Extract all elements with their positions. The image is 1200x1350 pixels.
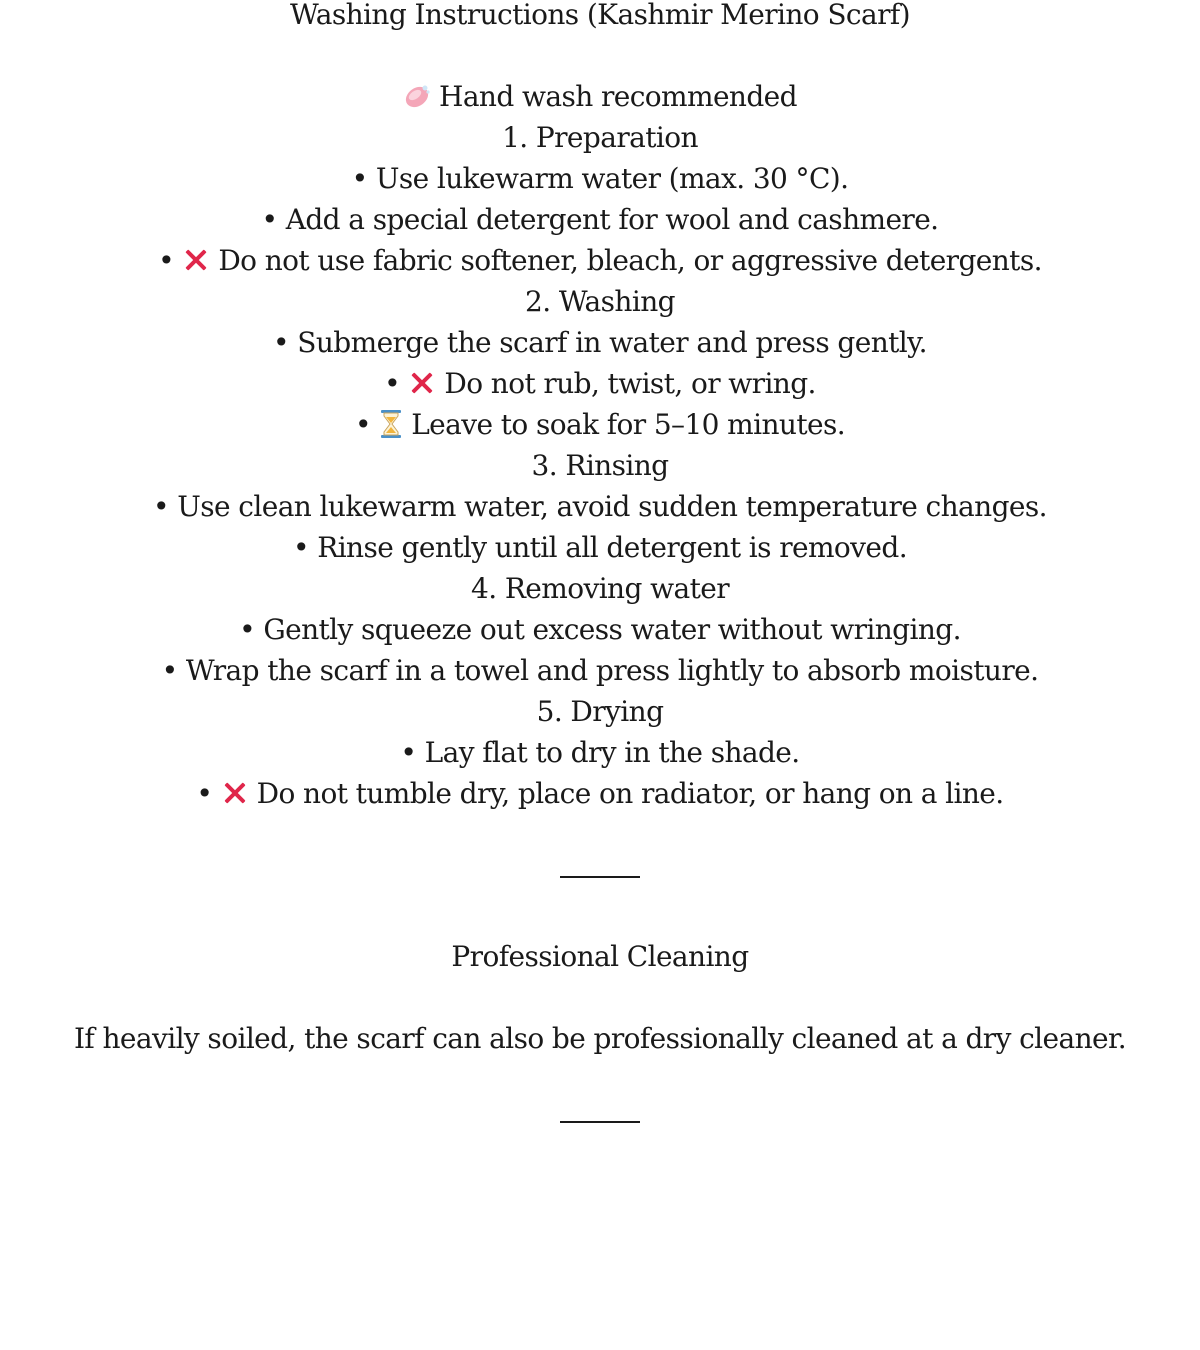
list-item-text: Do not use fabric softener, bleach, or aggressive detergents.	[218, 244, 1042, 277]
bullet: •	[273, 326, 289, 359]
list-item-text: Do not tumble dry, place on radiator, or hang on a line.	[256, 777, 1004, 810]
list-item	[0, 240, 1200, 281]
list-item	[0, 527, 1200, 568]
bullet: •	[196, 777, 213, 810]
bullet: •	[354, 408, 371, 441]
list-item-text: Rinse gently until all detergent is removed.	[317, 531, 907, 564]
section-heading-drying: 5. Drying	[536, 695, 664, 728]
bullet: •	[400, 736, 417, 769]
professional-cleaning-text: If heavily soiled, the scarf can also be professionally cleaned at a dry cleaner.	[73, 1022, 1127, 1055]
hand-wash-text: Hand wash recommended	[439, 80, 797, 113]
list-item-text: Gently squeeze out excess water without wringing.	[263, 613, 961, 646]
list-item	[0, 732, 1200, 773]
section-heading-washing: 2. Washing	[525, 285, 675, 318]
list-item-text: Leave to soak for 5–10 minutes.	[411, 408, 846, 441]
bullet: •	[261, 203, 278, 236]
bullet: •	[239, 613, 256, 646]
list-item-text: Wrap the scarf in a towel and press lightly to absorb moisture.	[185, 654, 1039, 687]
spacer	[0, 814, 1200, 876]
hourglass-icon	[379, 409, 403, 439]
list-item-text: Use clean lukewarm water, avoid sudden temperature changes.	[177, 490, 1047, 523]
section-heading-rinsing: 3. Rinsing	[531, 449, 669, 482]
bullet: •	[292, 531, 309, 564]
section-heading-preparation: 1. Preparation	[502, 121, 698, 154]
bullet: •	[161, 654, 178, 687]
cross-mark-icon	[408, 369, 436, 397]
bullet: •	[384, 367, 401, 400]
list-item-text: Add a special detergent for wool and cashmere.	[285, 203, 939, 236]
list-item	[0, 158, 1200, 199]
bullet: •	[153, 490, 169, 523]
spacer	[0, 35, 1200, 76]
soap-icon	[403, 82, 431, 110]
spacer	[0, 878, 1200, 936]
professional-cleaning-heading: Professional Cleaning	[451, 940, 749, 973]
bullet: •	[158, 244, 174, 277]
hand-wash-line	[0, 76, 1200, 117]
section-heading-removing-water: 4. Removing water	[471, 572, 729, 605]
bullet: •	[351, 162, 368, 195]
spacer	[0, 977, 1200, 1018]
list-item	[0, 609, 1200, 650]
list-item	[0, 199, 1200, 240]
list-item	[0, 486, 1200, 527]
list-item	[0, 650, 1200, 691]
list-item	[0, 404, 1200, 445]
list-item-text: Submerge the scarf in water and press gently.	[297, 326, 927, 359]
list-item	[0, 322, 1200, 363]
page-title: Washing Instructions (Kashmir Merino Scarf)	[290, 0, 910, 31]
list-item	[0, 363, 1200, 404]
cross-mark-icon	[221, 779, 249, 807]
divider	[560, 1121, 640, 1123]
list-item-text: Do not rub, twist, or wring.	[444, 367, 816, 400]
list-item-text: Lay flat to dry in the shade.	[424, 736, 800, 769]
list-item-text: Use lukewarm water (max. 30 °C).	[375, 162, 849, 195]
spacer	[0, 1059, 1200, 1121]
cross-mark-icon	[182, 246, 210, 274]
list-item	[0, 773, 1200, 814]
